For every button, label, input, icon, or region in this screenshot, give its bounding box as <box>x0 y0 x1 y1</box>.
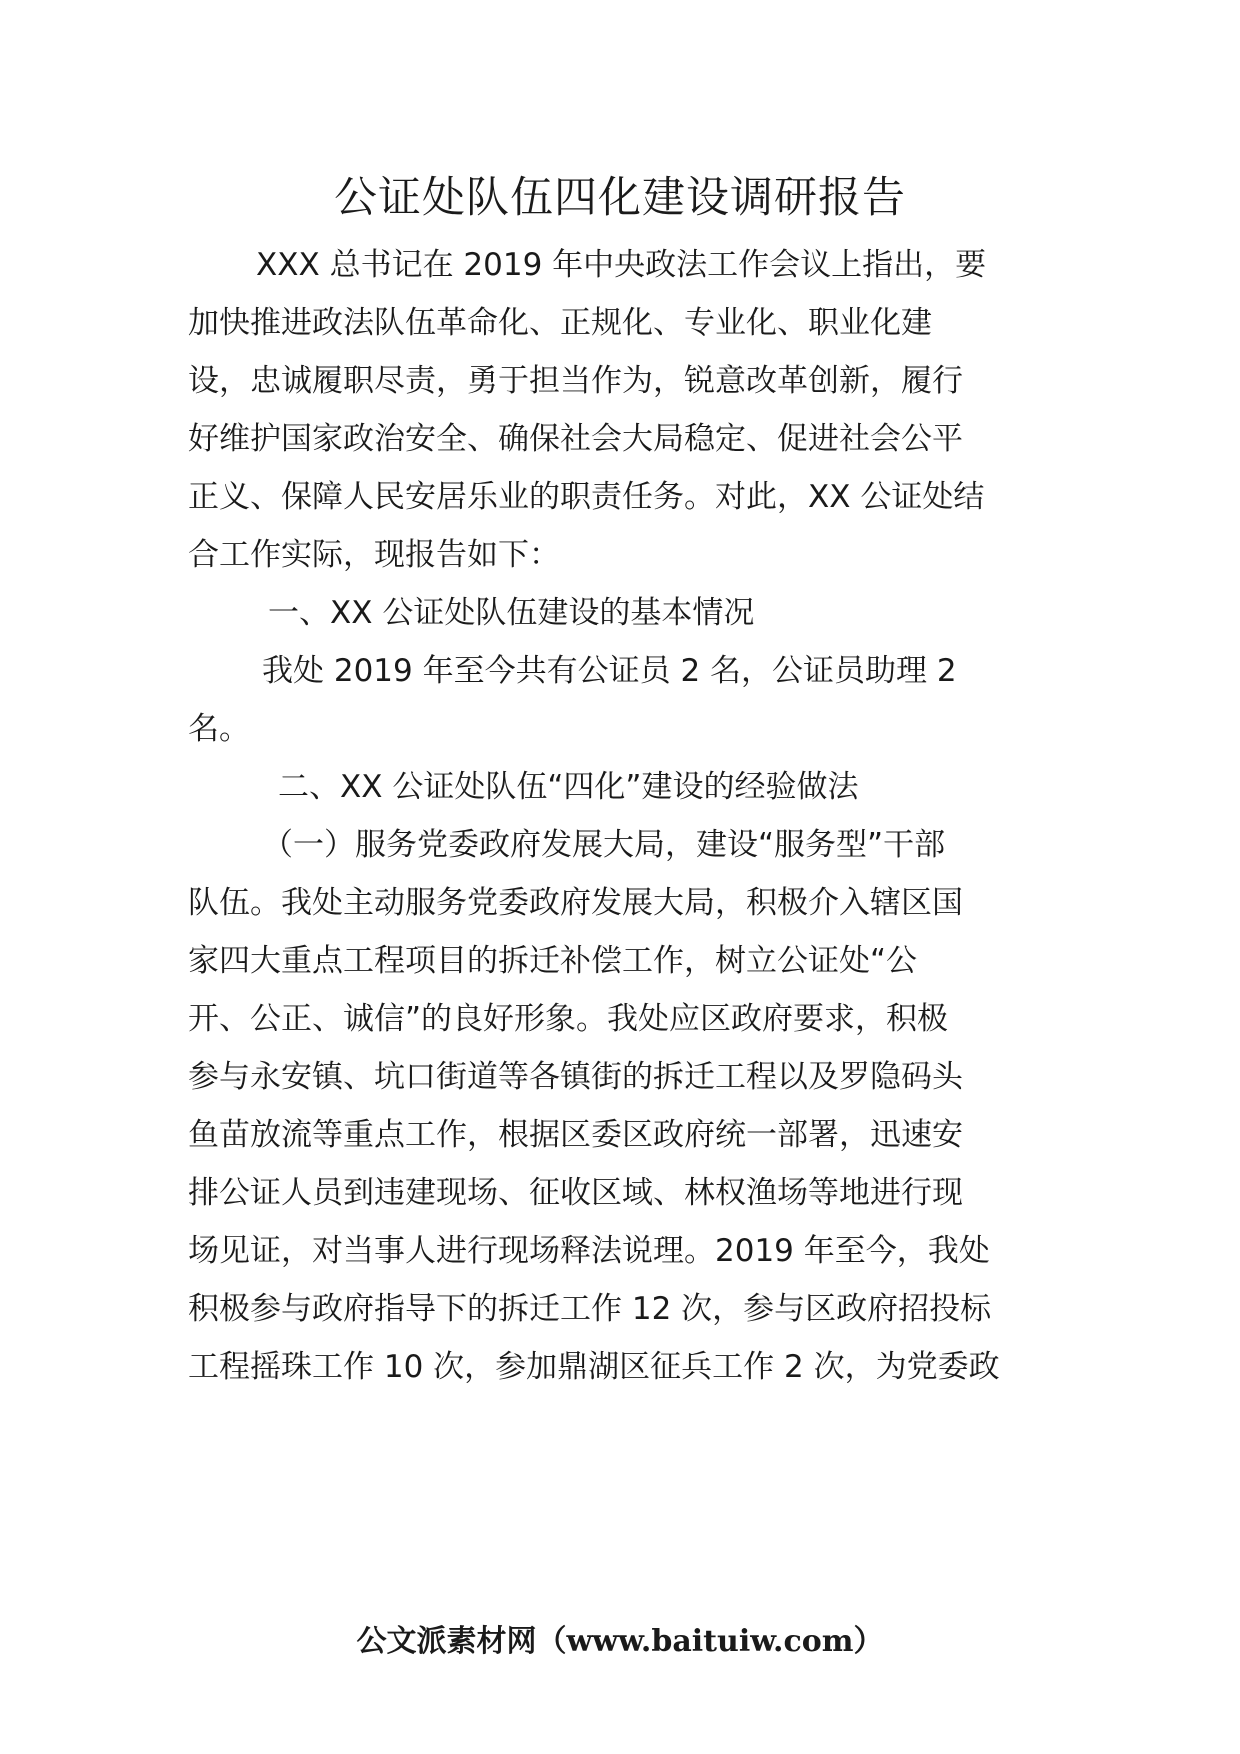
paragraph-line: 正义、保障人民安居乐业的职责任务。对此，XX 公证处结 <box>188 479 985 515</box>
paragraph-line: 工程摇珠工作 10 次，参加鼎湖区征兵工作 2 次，为党委政 <box>188 1349 1000 1385</box>
paragraph-line: 我处 2019 年至今共有公证员 2 名，公证员助理 2 <box>262 653 957 689</box>
paragraph-line: 开、公正、诚信”的良好形象。我处应区政府要求，积极 <box>188 1001 949 1037</box>
paragraph-line: 积极参与政府指导下的拆迁工作 12 次，参与区政府招投标 <box>188 1291 992 1327</box>
paragraph-line: 合工作实际，现报告如下： <box>188 537 560 573</box>
paragraph-line: 队伍。我处主动服务党委政府发展大局，积极介入辖区国 <box>188 885 963 921</box>
paragraph-line: 名。 <box>188 711 250 747</box>
paragraph-line: 加快推进政法队伍革命化、正规化、专业化、职业化建 <box>188 305 932 341</box>
section-heading: 一、XX 公证处队伍建设的基本情况 <box>268 595 755 631</box>
paragraph-line: 家四大重点工程项目的拆迁补偿工作，树立公证处“公 <box>188 943 918 979</box>
paragraph-line: 设，忠诚履职尽责，勇于担当作为，锐意改革创新，履行 <box>188 363 963 399</box>
document-title: 公证处队伍四化建设调研报告 <box>334 173 906 223</box>
paragraph-line: 场见证，对当事人进行现场释法说理。2019 年至今，我处 <box>188 1233 990 1269</box>
paragraph-line: 鱼苗放流等重点工作，根据区委区政府统一部署，迅速安 <box>188 1117 963 1153</box>
paragraph-line: 参与永安镇、坑口街道等各镇街的拆迁工程以及罗隐码头 <box>188 1059 963 1095</box>
paragraph-line: XXX 总书记在 2019 年中央政法工作会议上指出，要 <box>256 247 987 283</box>
section-heading: 二、XX 公证处队伍“四化”建设的经验做法 <box>278 769 859 805</box>
paragraph-line: 好维护国家政治安全、确保社会大局稳定、促进社会公平 <box>188 421 963 457</box>
paragraph-line: （一）服务党委政府发展大局，建设“服务型”干部 <box>262 827 946 863</box>
footer-watermark-text: 公文派素材网（www.baituiw.com） <box>356 1624 884 1659</box>
paragraph-line: 排公证人员到违建现场、征收区域、林权渔场等地进行现 <box>188 1175 963 1211</box>
